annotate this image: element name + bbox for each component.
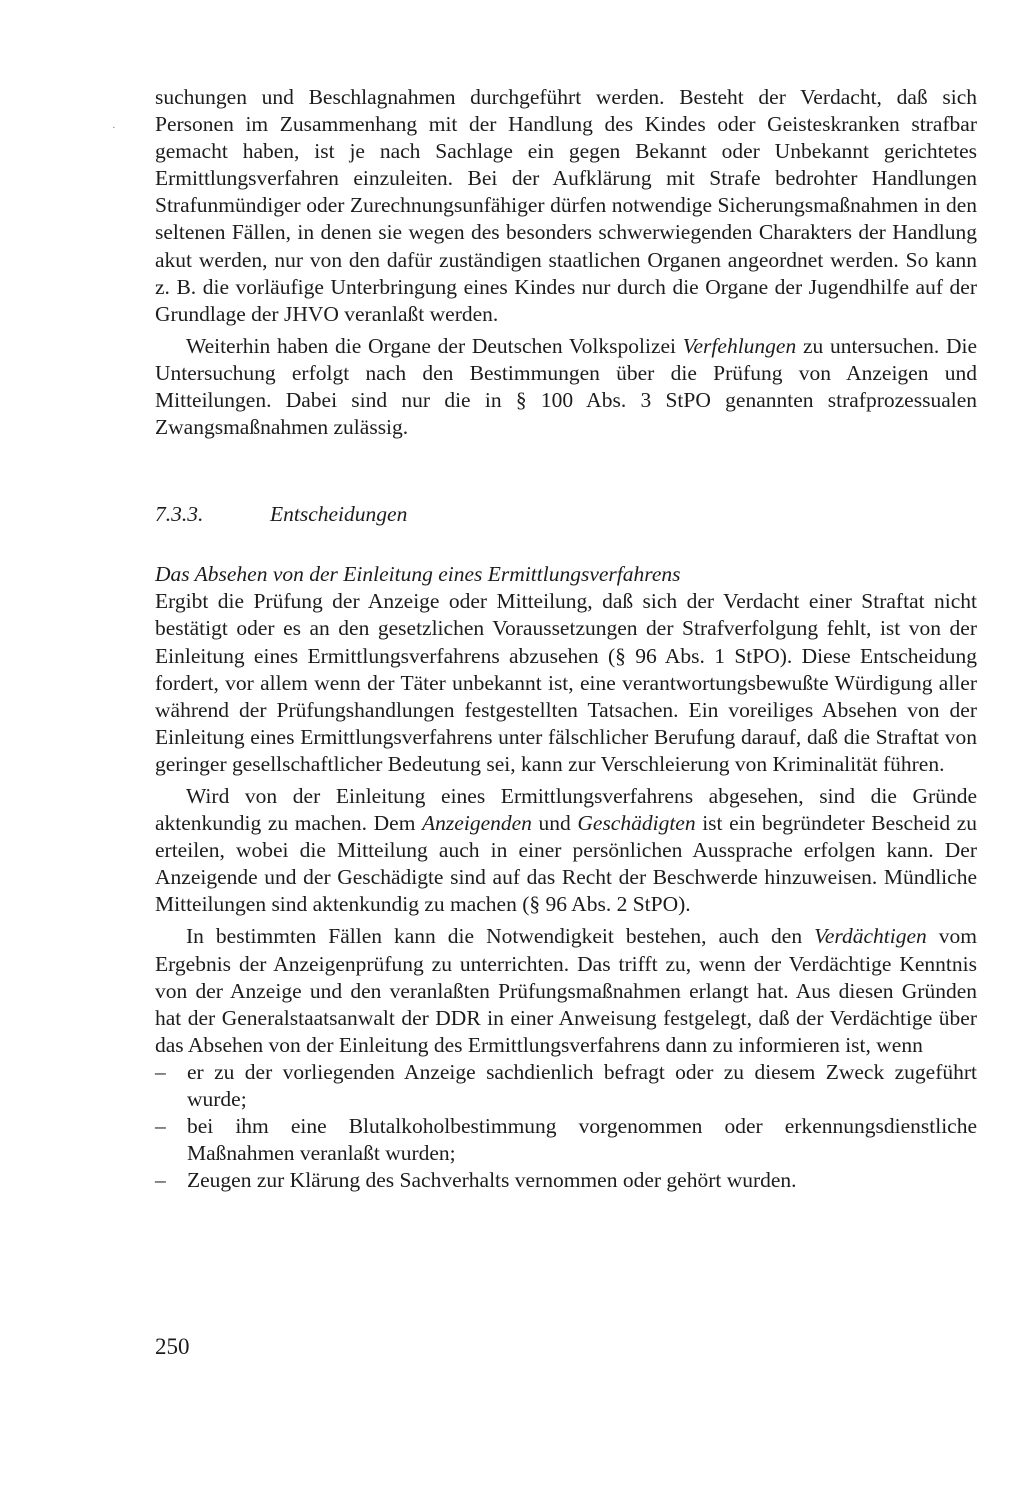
scan-speck: · xyxy=(112,122,116,134)
text-run: ist ein begründeter Bescheid zu erteilen, wobei die Mitteilung auch in einer persönlichen Aussprache erfolgen kann. Der Anzeigende und der Geschädigte sind auf das Recht der Beschwerde hinzuweisen. Mündliche Mitteilungen sind aktenkundig zu machen (§ 96 Abs. 2 StPO). xyxy=(155,811,977,917)
list-item-text: Zeugen zur Klärung des Sachverhalts vernommen oder gehört wurden. xyxy=(187,1168,797,1193)
text-run: Wird von der Einleitung eines Ermittlungsverfahrens abgesehen, sind die Gründe aktenkundig zu machen. Dem xyxy=(155,783,977,836)
condition-list xyxy=(155,1059,977,1194)
section-title: Entscheidungen xyxy=(270,502,408,527)
document-page xyxy=(155,84,977,1194)
paragraph-gruende xyxy=(155,783,977,918)
list-item-text: bei ihm eine Blutalkoholbestimmung vorgenommen oder erkennungsdienstliche Maßnahmen veranlaßt wurden; xyxy=(187,1114,977,1166)
dash-bullet: – xyxy=(155,1059,166,1084)
emphasis-verfehlungen: Verfehlungen xyxy=(682,333,797,358)
list-item xyxy=(155,1059,977,1113)
paragraph-verdaechtige xyxy=(155,923,977,1058)
emphasis-verdaechtigen: Verdächtigen xyxy=(814,924,927,949)
section-heading xyxy=(155,501,977,529)
list-item xyxy=(155,1113,977,1167)
text-run: Weiterhin haben die Organe der Deutschen Volkspolizei xyxy=(186,333,683,358)
section-number: 7.3.3. xyxy=(155,502,204,527)
dash-bullet: – xyxy=(155,1168,166,1193)
list-item xyxy=(155,1167,977,1194)
paragraph-continuation: suchungen und Beschlagnahmen durchgeführt werden. Besteht der Verdacht, daß sich Personen im Zusammenhang mit der Handlung des Kindes oder Geisteskranken strafbar gemacht haben, ist je nach Sachlage ein gegen Bekannt oder Unbekannt gerichtetes Ermittlungsverfahren einzuleiten. Bei der Aufklärung mit Strafe bedrohter Handlungen Strafunmündiger oder Zurechnungsunfähiger dürfen notwendige Sicherungsmaßnahmen in den seltenen Fällen, in denen sie wegen des besonders schwerwiegenden Charakters der Handlung akut werden, nur von den dafür zuständigen staatlichen Organen angeordnet werden. So kann z. B. die vorläufige Unterbringung eines Kindes nur durch die Organe der Jugendhilfe auf der Grundlage der JHVO veranlaßt werden. xyxy=(155,85,977,326)
page-number: 250 xyxy=(155,1334,190,1359)
dash-bullet: – xyxy=(155,1114,166,1139)
text-run: vom Ergebnis der Anzeigenprüfung zu unterrichten. Das trifft zu, wenn der Verdächtige Kenntnis von der Anzeige und den veranlaßten Prüfungsmaßnahmen erlangt hat. Aus diesen Gründen hat der Generalstaatsanwalt der DDR in einer Anweisung festgelegt, daß der Verdächtige über das Absehen von der Einleitung des Ermittlungsverfahrens dann zu informieren ist, wenn xyxy=(155,924,977,1057)
list-item-text: er zu der vorliegenden Anzeige sachdienlich befragt oder zu diesem Zweck zugeführt wurde; xyxy=(187,1059,977,1111)
paragraph-verfehlungen xyxy=(155,333,977,441)
text-run: In bestimmten Fällen kann die Notwendigkeit bestehen, auch den xyxy=(186,924,815,949)
paragraph-absehen: Ergibt die Prüfung der Anzeige oder Mitteilung, daß sich der Verdacht einer Straftat nicht bestätigt oder es an den gesetzlichen Voraussetzungen der Strafverfolgung fehlt, ist von der Einleitung eines Ermittlungsverfahrens abzusehen (§ 96 Abs. 1 StPO). Diese Entscheidung fordert, vor allem wenn der Täter unbekannt ist, eine verantwortungsbewußte Würdigung aller während der Prüfungshandlungen festgestellten Tatsachen. Ein voreiliges Absehen von der Einleitung eines Ermittlungsverfahrens unter fälschlicher Berufung darauf, daß die Straftat von geringer gesellschaftlicher Bedeutung sei, kann zur Verschleierung von Kriminalität führen. xyxy=(155,589,977,776)
subheading: Das Absehen von der Einleitung eines Ermittlungsverfahrens xyxy=(155,562,681,587)
text-run: zu untersuchen. Die Untersuchung erfolgt nach den Bestimmungen über die Prüfung von Anzeigen und Mitteilungen. Dabei sind nur die in § 100 Abs. 3 StPO genannten strafprozessualen Zwangsmaßnahmen zulässig. xyxy=(155,333,978,440)
text-run: und xyxy=(531,811,578,836)
emphasis-anzeigenden: Anzeigenden xyxy=(422,811,532,836)
emphasis-geschaedigten: Geschädigten xyxy=(577,811,696,836)
